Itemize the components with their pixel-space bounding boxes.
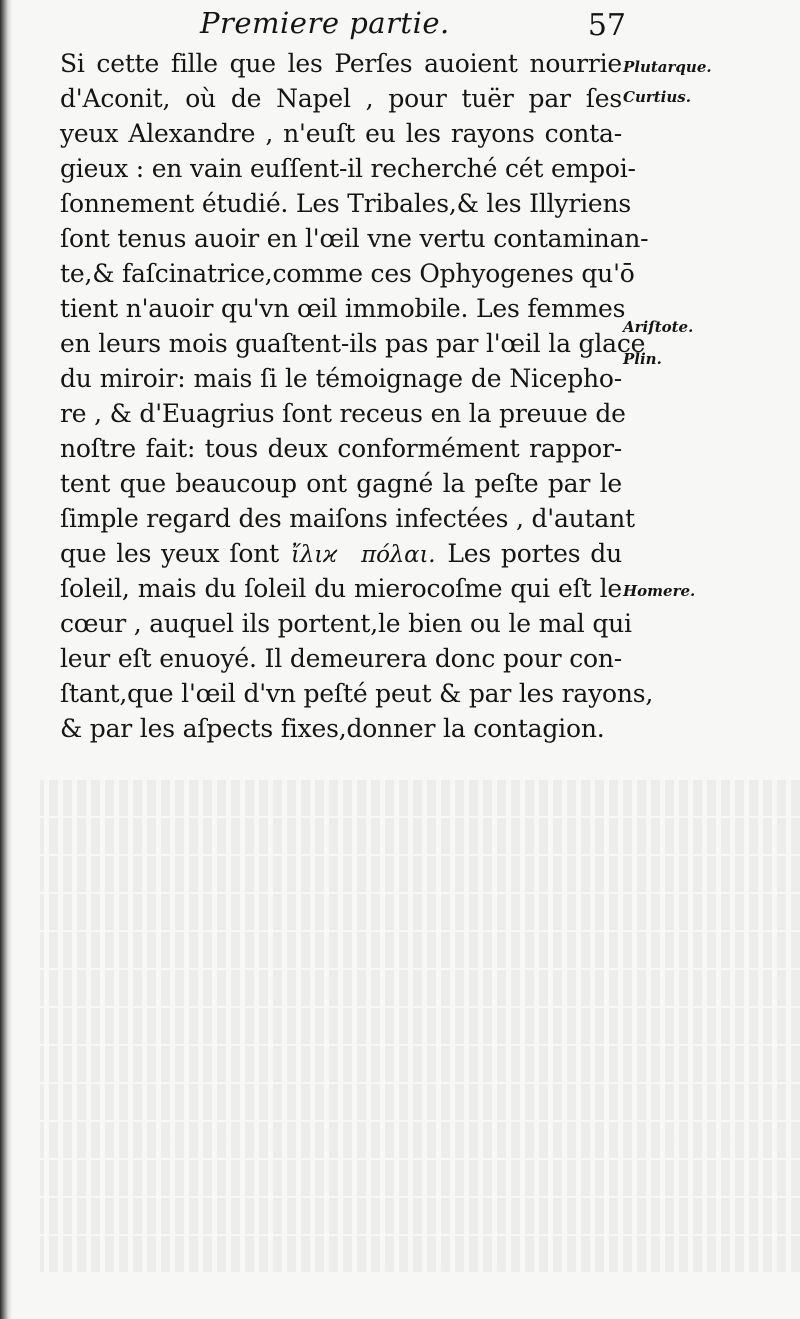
marginal-note-aristote: Ariſtote.: [623, 318, 694, 336]
text-line: ſimple regard des maiſons infectées , d'autant: [60, 504, 635, 533]
text-line-last: & par les aſpects fixes,donner la contagion.: [60, 714, 605, 743]
text-line: tent que beaucoup ont gagné la peſte par le: [60, 469, 622, 498]
marginal-note-plin: Plin.: [623, 350, 662, 368]
text-line: re , & d'Euagrius ſont receus en la preuue de: [60, 399, 626, 428]
bleed-line: [40, 1160, 800, 1196]
text-line: noſtre fait: tous deux conformément rappor-: [60, 434, 622, 463]
text-line: du miroir: mais ſi le témoignage de Nicepho-: [60, 364, 622, 393]
bleed-line: [40, 894, 800, 930]
text-line: ſont tenus auoir en l'œil vne vertu contaminan-: [60, 224, 649, 253]
text-line: tient n'auoir qu'vn œil immobile. Les femmes: [60, 294, 626, 323]
page-header: [200, 6, 640, 46]
greek-word-a: ἴλιϰ: [291, 542, 338, 568]
bleed-line: [40, 1122, 800, 1158]
text-line: yeux Alexandre , n'euſt eu les rayons conta-: [60, 119, 622, 148]
greek-word-b: πόλαι.: [361, 542, 436, 568]
text-line: ſoleil, mais du ſoleil du mierocoſme qui eſt le: [60, 574, 622, 603]
greek-line-before: que les yeux ſont: [60, 539, 280, 568]
marginal-note-homere: Homere.: [623, 582, 696, 600]
bleed-line: [40, 818, 800, 854]
text-line: ſtant,que l'œil d'vn peſté peut & par les rayons,: [60, 679, 654, 708]
text-line: Si cette fille que les Perſes auoient nourrie: [60, 49, 622, 78]
reverse-side-show-through: [40, 780, 800, 1300]
page-number: 57: [587, 8, 626, 43]
text-line: ſonnement étudié. Les Tribales,& les Illyriens: [60, 189, 632, 218]
bleed-line: [40, 932, 800, 968]
text-line: cœur , auquel ils portent,le bien ou le mal qui: [60, 609, 632, 638]
text-line: d'Aconit, où de Napel , pour tuër par ſes: [60, 84, 622, 113]
text-line: gieux : en vain euſſent-il recherché cét empoi-: [60, 154, 636, 183]
greek-line-after: Les portes du: [447, 539, 622, 568]
greek-quote-line: [60, 536, 622, 571]
bleed-line: [40, 1084, 800, 1120]
text-line: en leurs mois guaſtent-ils pas par l'œil la glace: [60, 329, 646, 358]
marginal-note-curtius: Curtius.: [623, 88, 691, 106]
text-line: leur eſt enuoyé. Il demeurera donc pour con-: [60, 644, 622, 673]
bleed-line: [40, 856, 800, 892]
bleed-line: [40, 1198, 800, 1234]
bleed-line: [40, 1008, 800, 1044]
bleed-line: [40, 1046, 800, 1082]
page-edge: [0, 0, 12, 1319]
text-line: te,& faſcinatrice,comme ces Ophyogenes qu'ō: [60, 259, 635, 288]
bleed-line: [40, 1236, 800, 1272]
running-head: Premiere partie.: [200, 6, 450, 40]
bleed-line: [40, 970, 800, 1006]
marginal-note-plutarque: Plutarque.: [623, 58, 712, 76]
bleed-line: [40, 780, 800, 816]
